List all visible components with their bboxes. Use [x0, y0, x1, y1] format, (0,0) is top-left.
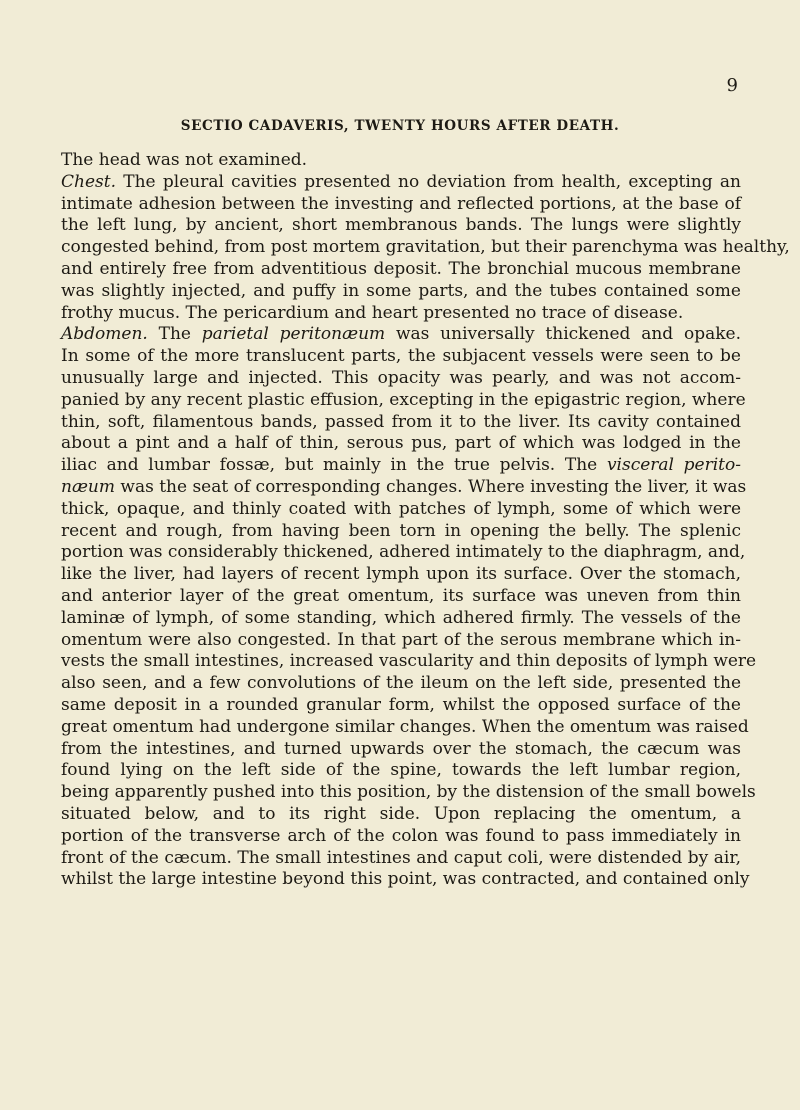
- text-line: whilst the large intestine beyond this point, was contracted, and contained only: [61, 869, 750, 890]
- text-line: from the intestines, and turned upwards over the stomach, the cæcum was: [61, 738, 741, 759]
- text-line: portion was considerably thickened, adhered intimately to the diaphragm, and,: [61, 542, 746, 563]
- text-line: the left lung, by ancient, short membranous bands. The lungs were slightly: [61, 215, 741, 236]
- page-number: 9: [726, 75, 738, 96]
- text-line: great omentum had undergone similar changes. When the omentum was raised: [61, 716, 749, 737]
- italic-term: næum: [61, 476, 115, 497]
- text-line: iliac and lumbar fossæ, but mainly in the true pelvis. The visceral perito-: [61, 455, 741, 476]
- text-line: congested behind, from post mortem gravitation, but their parenchyma was healthy,: [61, 237, 790, 258]
- text-line: situated below, and to its right side. Upon replacing the omentum, a: [61, 803, 741, 824]
- text-line: Abdomen. The parietal peritonæum was universally thickened and opake.: [61, 324, 741, 345]
- text-line: was slightly injected, and puffy in some parts, and the tubes contained some: [61, 280, 741, 301]
- text-line: being apparently pushed into this position, by the distension of the small bowels: [61, 782, 756, 803]
- text-line: intimate adhesion between the investing and reflected portions, at the base of: [61, 193, 741, 214]
- text-line: about a pint and a half of thin, serous pus, part of which was lodged in the: [61, 433, 741, 454]
- text-line: recent and rough, from having been torn in opening the belly. The splenic: [61, 520, 741, 541]
- italic-term: visceral perito-: [606, 455, 741, 476]
- text-line: also seen, and a few convolutions of the ileum on the left side, presented the: [61, 673, 741, 694]
- text-line: In some of the more translucent parts, the subjacent vessels were seen to be: [61, 346, 741, 367]
- text-line: found lying on the left side of the spine, towards the left lumbar region,: [61, 760, 741, 781]
- text-line: like the liver, had layers of recent lymph upon its surface. Over the stomach,: [61, 564, 741, 585]
- text-line: unusually large and injected. This opacity was pearly, and was not accom-: [61, 367, 741, 388]
- text-line: næum was the seat of corresponding changes. Where investing the liver, it was: [61, 476, 747, 497]
- text-line: front of the cæcum. The small intestines and caput coli, were distended by air,: [61, 847, 741, 868]
- text-line: laminæ of lymph, of some standing, which adhered firmly. The vessels of the: [61, 607, 741, 628]
- text-line: The head was not examined.: [61, 150, 308, 170]
- body-text: [61, 150, 790, 891]
- text-line: vests the small intestines, increased vascularity and thin deposits of lymph were: [61, 651, 757, 672]
- text-line: portion of the transverse arch of the colon was found to pass immediately in: [61, 825, 741, 846]
- text-line: Chest. The pleural cavities presented no deviation from health, excepting an: [61, 171, 741, 192]
- text-line: thin, soft, filamentous bands, passed from it to the liver. Its cavity contained: [61, 411, 741, 432]
- running-head: SECTIO CADAVERIS, TWENTY HOURS AFTER DEATH.: [180, 118, 620, 134]
- italic-term: parietal peritonæum: [201, 324, 386, 345]
- text-line: omentum were also congested. In that part of the serous membrane which in-: [61, 629, 741, 650]
- section-heading-abdomen: Abdomen.: [61, 324, 148, 345]
- text-line: same deposit in a rounded granular form, whilst the opposed surface of the: [61, 694, 741, 715]
- text-line: thick, opaque, and thinly coated with patches of lymph, some of which were: [61, 498, 741, 519]
- text-line: and anterior layer of the great omentum, its surface was uneven from thin: [61, 585, 741, 606]
- text-line: panied by any recent plastic effusion, excepting in the epigastric region, where: [61, 389, 746, 410]
- text-line: and entirely free from adventitious deposit. The bronchial mucous membrane: [61, 258, 741, 279]
- section-heading-chest: Chest.: [61, 171, 116, 192]
- text-line: frothy mucus. The pericardium and heart presented no trace of disease.: [61, 302, 684, 323]
